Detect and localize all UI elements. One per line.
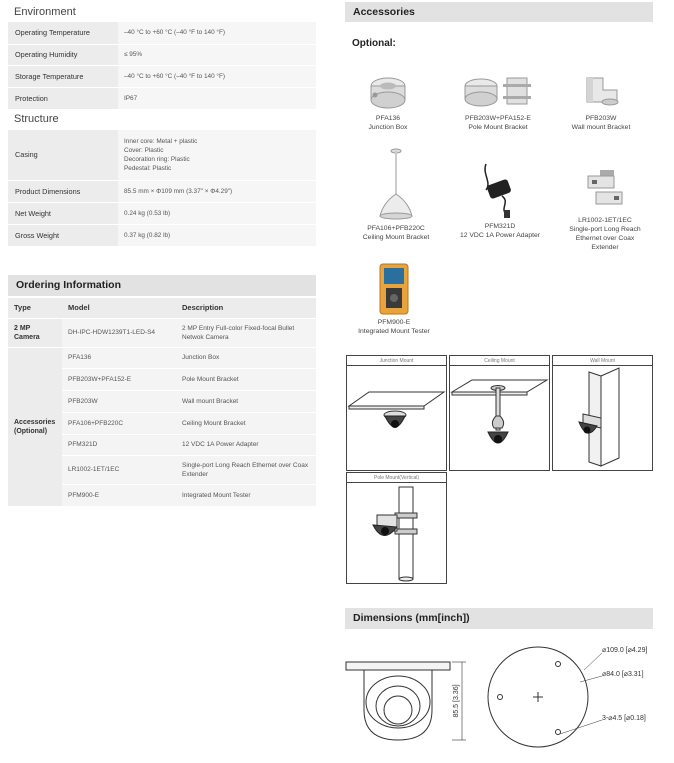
- type-cell: Accessories (Optional): [8, 347, 62, 506]
- accessory-model: LR1002-1ET/1EC: [578, 217, 632, 224]
- mount-label: Pole Mount(Vertical): [347, 473, 446, 483]
- power-adapter-icon: [478, 160, 522, 220]
- inner-diameter: ⌀84.0 [⌀3.31]: [602, 671, 644, 678]
- accessory-model: PFA106+PFB220C: [367, 225, 425, 232]
- description-cell: Wall mount Bracket: [176, 390, 316, 412]
- pole-bracket-icon: [461, 72, 535, 112]
- pole-mount-diagram: [346, 472, 447, 584]
- accessory-junction-box: [350, 72, 426, 132]
- model-cell: LR1002-1ET/1EC: [62, 455, 176, 484]
- junction-box-icon: [368, 72, 408, 112]
- accessory-mount-tester: [346, 262, 442, 336]
- accessory-name: Integrated Mount Tester: [358, 328, 430, 335]
- accessory-ceiling-mount: [350, 148, 442, 242]
- accessories-title: Accessories: [345, 2, 653, 22]
- extender-icon: [580, 168, 630, 214]
- accessory-name: Pole Mount Bracket: [468, 124, 528, 131]
- structure-table: [8, 130, 316, 247]
- description-cell: 2 MP Entry Full-color Fixed-focal Bullet Netwok Camera: [176, 318, 316, 347]
- spec-key: Net Weight: [8, 202, 118, 224]
- ceiling-bracket-icon: [376, 148, 416, 222]
- model-cell: PFB203W+PFA152-E: [62, 368, 176, 390]
- casing-line: Cover: Plastic: [124, 146, 164, 154]
- col-header-model: Model: [62, 298, 176, 318]
- spec-value: 0.37 kg (0.82 lb): [118, 224, 316, 246]
- accessory-wall-mount: [563, 72, 639, 132]
- model-cell: PFA106+PFB220C: [62, 412, 176, 434]
- spec-key: Gross Weight: [8, 224, 118, 246]
- dimensions-drawing: [340, 640, 670, 758]
- type-cell: 2 MP Camera: [8, 318, 62, 347]
- casing-line: Inner core: Metal + plastic: [124, 137, 198, 145]
- spec-key: Product Dimensions: [8, 180, 118, 202]
- table-row: [8, 347, 316, 368]
- accessory-name: Junction Box: [368, 124, 408, 131]
- accessory-model: PFA136: [375, 115, 401, 122]
- mount-label: Ceiling Mount: [450, 356, 549, 366]
- accessory-name: Single-port Long Reach Ethernet over Coax Extender: [569, 226, 641, 251]
- description-cell: Junction Box: [176, 347, 316, 368]
- ordering-table: [8, 298, 316, 507]
- col-header-description: Description: [176, 298, 316, 318]
- spec-value: 0.24 kg (0.53 lb): [118, 202, 316, 224]
- accessory-model: PFB203W+PFA152-E: [465, 115, 531, 122]
- outer-diameter: ⌀109.0 [⌀4.29]: [602, 647, 648, 654]
- table-row: [8, 318, 316, 347]
- environment-title: Environment: [14, 6, 76, 18]
- wall-mount-diagram: [552, 355, 653, 471]
- ceiling-mount-diagram: [449, 355, 550, 471]
- optional-label: Optional:: [352, 38, 396, 49]
- junction-mount-illustration: [347, 366, 446, 470]
- height-dimension: 85.5 [3.36]: [453, 684, 460, 718]
- accessory-model: PFM321D: [484, 223, 516, 230]
- casing-value: [118, 130, 316, 180]
- dimensions-title: Dimensions (mm[inch]): [345, 608, 653, 629]
- casing-line: Decoration ring: Plastic: [124, 155, 190, 163]
- description-cell: Ceiling Mount Bracket: [176, 412, 316, 434]
- description-cell: Single-port Long Reach Ethernet over Coax Extender: [176, 455, 316, 484]
- spec-key: Storage Temperature: [8, 65, 118, 87]
- junction-mount-diagram: [346, 355, 447, 471]
- mount-label: Wall Mount: [553, 356, 652, 366]
- environment-table: [8, 22, 316, 110]
- spec-value: 85.5 mm × Φ109 mm (3.37" × Φ4.29"): [118, 180, 316, 202]
- accessory-name: Ceiling Mount Bracket: [362, 234, 430, 241]
- mount-tester-icon: [374, 262, 414, 316]
- col-header-type: Type: [8, 298, 62, 318]
- model-cell: DH-IPC-HDW1239T1-LED-S4: [62, 318, 176, 347]
- casing-line: Pedestal: Plastic: [124, 164, 172, 172]
- structure-title: Structure: [14, 113, 59, 125]
- spec-value: ≤ 95%: [118, 44, 316, 65]
- mount-label: Junction Mount: [347, 356, 446, 366]
- description-cell: Pole Mount Bracket: [176, 368, 316, 390]
- accessory-name: 12 VDC 1A Power Adapter: [459, 232, 541, 239]
- spec-key: Operating Temperature: [8, 22, 118, 44]
- model-cell: PFB203W: [62, 390, 176, 412]
- ordering-title: Ordering Information: [8, 275, 316, 296]
- model-cell: PFA136: [62, 347, 176, 368]
- description-cell: Integrated Mount Tester: [176, 484, 316, 506]
- hole-diameter: 3-⌀4.5 [⌀0.18]: [602, 715, 646, 722]
- model-cell: PFM321D: [62, 434, 176, 455]
- spec-key: Protection: [8, 87, 118, 109]
- spec-key: Casing: [8, 130, 118, 180]
- accessory-model: PFM900-E: [377, 319, 411, 326]
- pole-mount-illustration: [347, 483, 446, 583]
- spec-value: –40 °C to +60 °C (–40 °F to 140 °F): [118, 65, 316, 87]
- accessory-pole-mount: [455, 72, 541, 132]
- accessory-model: PFB203W: [585, 115, 617, 122]
- wall-mount-illustration: [553, 366, 652, 470]
- model-cell: PFM900-E: [62, 484, 176, 506]
- wall-bracket-icon: [581, 72, 621, 112]
- spec-value: –40 °C to +60 °C (–40 °F to 140 °F): [118, 22, 316, 44]
- spec-key: Operating Humidity: [8, 44, 118, 65]
- description-cell: 12 VDC 1A Power Adapter: [176, 434, 316, 455]
- ceiling-mount-illustration: [450, 366, 549, 470]
- accessory-name: Wall mount Bracket: [571, 124, 631, 131]
- accessory-extender: [562, 168, 648, 252]
- accessory-power-adapter: [452, 160, 548, 240]
- spec-value: IP67: [118, 87, 316, 109]
